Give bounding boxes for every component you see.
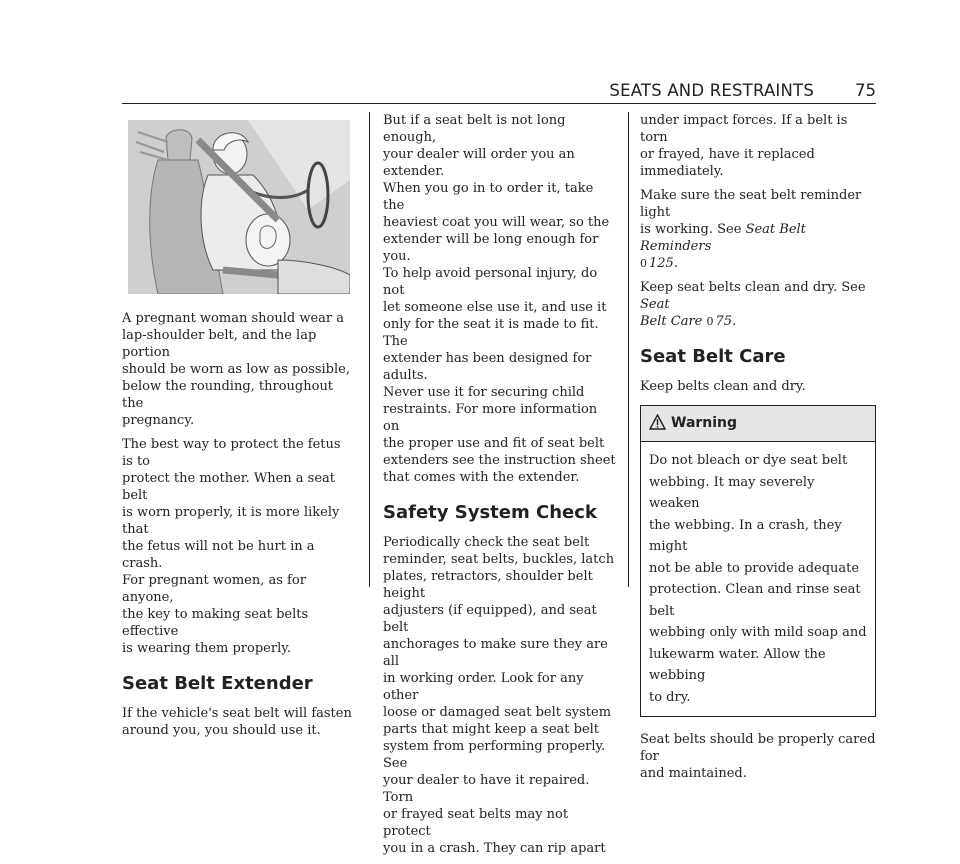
paragraph-keep-belts-clean: Keep belts clean and dry. — [640, 379, 806, 394]
link-seat-belt-reminders[interactable]: Seat Belt Reminders — [640, 222, 806, 254]
heading-seat-belt-care: Seat Belt Care — [640, 346, 786, 367]
column-1 — [122, 112, 352, 746]
warning-box — [640, 405, 876, 717]
paragraph-periodic-check: Periodically check the seat belt reminder, seat belts, buckles, latch plates, retractors, shoulder belt height adjusters (if equipped), and seat belt anchorages to make sure they are all in working order. Look for any other loose or damaged seat belt system parts that might keep a seat belt system from performing properly. See your dealer to have it repaired. Torn or frayed seat belts may not protect you in a crash. They can rip apart — [383, 535, 615, 856]
column-3 — [640, 112, 876, 789]
paragraph-cared-for: Seat belts should be properly cared for and maintained. — [640, 732, 876, 781]
page-number: 75 — [855, 81, 876, 100]
paragraph-extender-intro: If the vehicle's seat belt will fasten around you, you should use it. — [122, 706, 352, 738]
paragraph-torn-belt: under impact forces. If a belt is torn or frayed, have it replaced immediately. — [640, 113, 848, 179]
link-seat-belt-care-cont[interactable]: Belt Care — [640, 314, 703, 329]
paragraph-reminder-light: Make sure the seat belt reminder light is working. See Seat Belt Reminders 0 125. — [640, 188, 862, 271]
page-reference-icon: 0 — [706, 315, 714, 328]
heading-seat-belt-extender: Seat Belt Extender — [122, 673, 313, 694]
column-divider — [628, 112, 629, 587]
warning-header — [641, 406, 875, 442]
page-reference-icon: 0 — [640, 257, 647, 270]
paragraph-protect-fetus: The best way to protect the fetus is to protect the mother. When a seat belt is worn properly, it is more likely that the fetus will not be hurt in a crash. For pregnant women, as for anyone, the key to making seat belts effective is wearing them properly. — [122, 437, 341, 656]
page-ref-75[interactable]: 75 — [715, 314, 733, 329]
warning-triangle-icon — [649, 414, 666, 435]
paragraph-pregnant-woman: A pregnant woman should wear a lap-shoulder belt, and the lap portion should be worn as low as possible, below the rounding, throughout the pregnancy. — [122, 311, 350, 428]
heading-safety-system-check: Safety System Check — [383, 502, 597, 523]
pregnant-woman-seatbelt-illustration — [128, 120, 350, 294]
column-divider — [369, 112, 370, 587]
warning-body: Do not bleach or dye seat belt webbing. It may severely weaken the webbing. In a crash, they might not be able to provide adequate protection. Clean and rinse seat belt webbing only with mild soap and lukewarm water. Allow the webbing to dry. — [649, 453, 867, 705]
paragraph-extender-order: But if a seat belt is not long enough, your dealer will order you an extender. When you go in to order it, take the heaviest coat you will wear, so the extender will be long enough for you. To help avoid personal injury, do not let someone else use it, and use it only for the seat it is made to fit. The extender has been designed for adults. Never use it for securing child restraints. For more information on the proper use and fit of seat belt extenders see the instruction sheet that comes with the extender. — [383, 113, 616, 485]
page-ref-125[interactable]: 125 — [649, 256, 674, 271]
link-seat-belt-care[interactable]: Seat — [640, 297, 670, 312]
section-title: SEATS AND RESTRAINTS — [609, 81, 814, 100]
warning-title: Warning — [671, 415, 738, 431]
page-header — [122, 81, 876, 104]
paragraph-keep-clean: Keep seat belts clean and dry. See Seat Belt Care 0 75. — [640, 280, 866, 329]
column-2 — [383, 112, 617, 864]
